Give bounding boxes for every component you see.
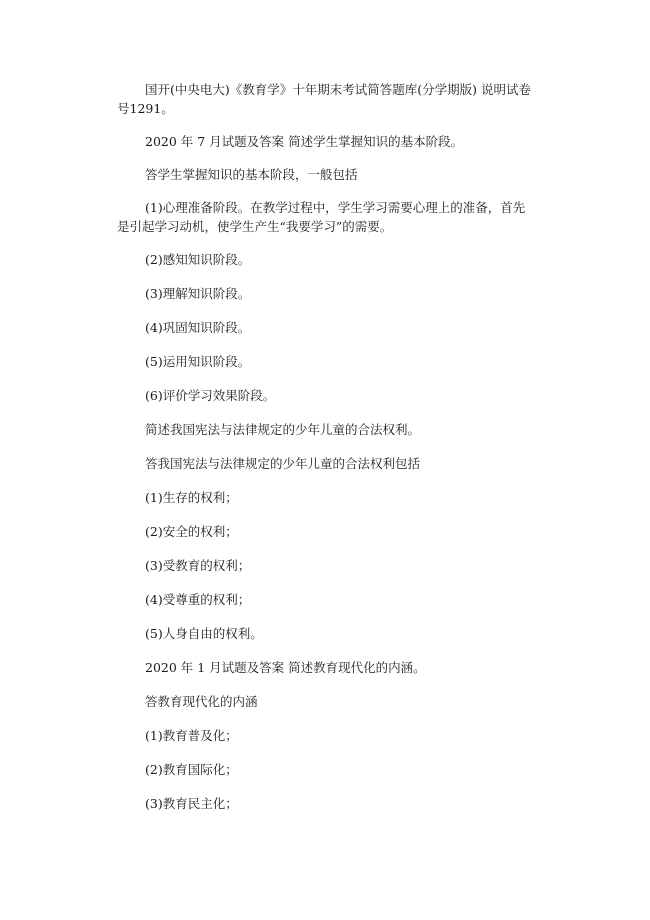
answer-intro: 答学生掌握知识的基本阶段，一般包括 [145, 167, 358, 182]
list-item: (4)受尊重的权利； [145, 592, 251, 607]
list-item: (5)运用知识阶段。 [145, 354, 251, 369]
document-title: 国开(中央电大)《教育学》十年期末考试简答题库(分学期版) 说明试卷号1291。 [117, 82, 531, 116]
list-item: (2)安全的权利； [145, 524, 238, 539]
list-item: (2)感知知识阶段。 [145, 252, 251, 267]
list-item: (3)理解知识阶段。 [145, 286, 251, 301]
list-item: (6)评价学习效果阶段。 [145, 388, 276, 403]
question-heading: 2020 年 1 月试题及答案 简述教育现代化的内涵。 [145, 660, 426, 675]
list-item: (2)教育国际化； [145, 762, 238, 777]
list-item: (1)生存的权利； [145, 490, 238, 505]
list-item: (5)人身自由的权利。 [145, 626, 263, 641]
question-heading: 2020 年 7 月试题及答案 简述学生掌握知识的基本阶段。 [145, 134, 464, 149]
list-item: (3)教育民主化； [145, 796, 238, 811]
question-heading: 简述我国宪法与法律规定的少年儿童的合法权利。 [145, 422, 421, 437]
list-item: (1)教育普及化； [145, 728, 238, 743]
list-item: (4)巩固知识阶段。 [145, 320, 251, 335]
list-item: (1)心理准备阶段。在教学过程中，学生学习需要心理上的准备，首先是引起学习动机，使学生产生“我要学习”的需要。 [117, 200, 526, 234]
answer-intro: 答我国宪法与法律规定的少年儿童的合法权利包括 [145, 456, 421, 471]
answer-intro: 答教育现代化的内涵 [145, 694, 258, 709]
list-item: (3)受教育的权利； [145, 558, 251, 573]
